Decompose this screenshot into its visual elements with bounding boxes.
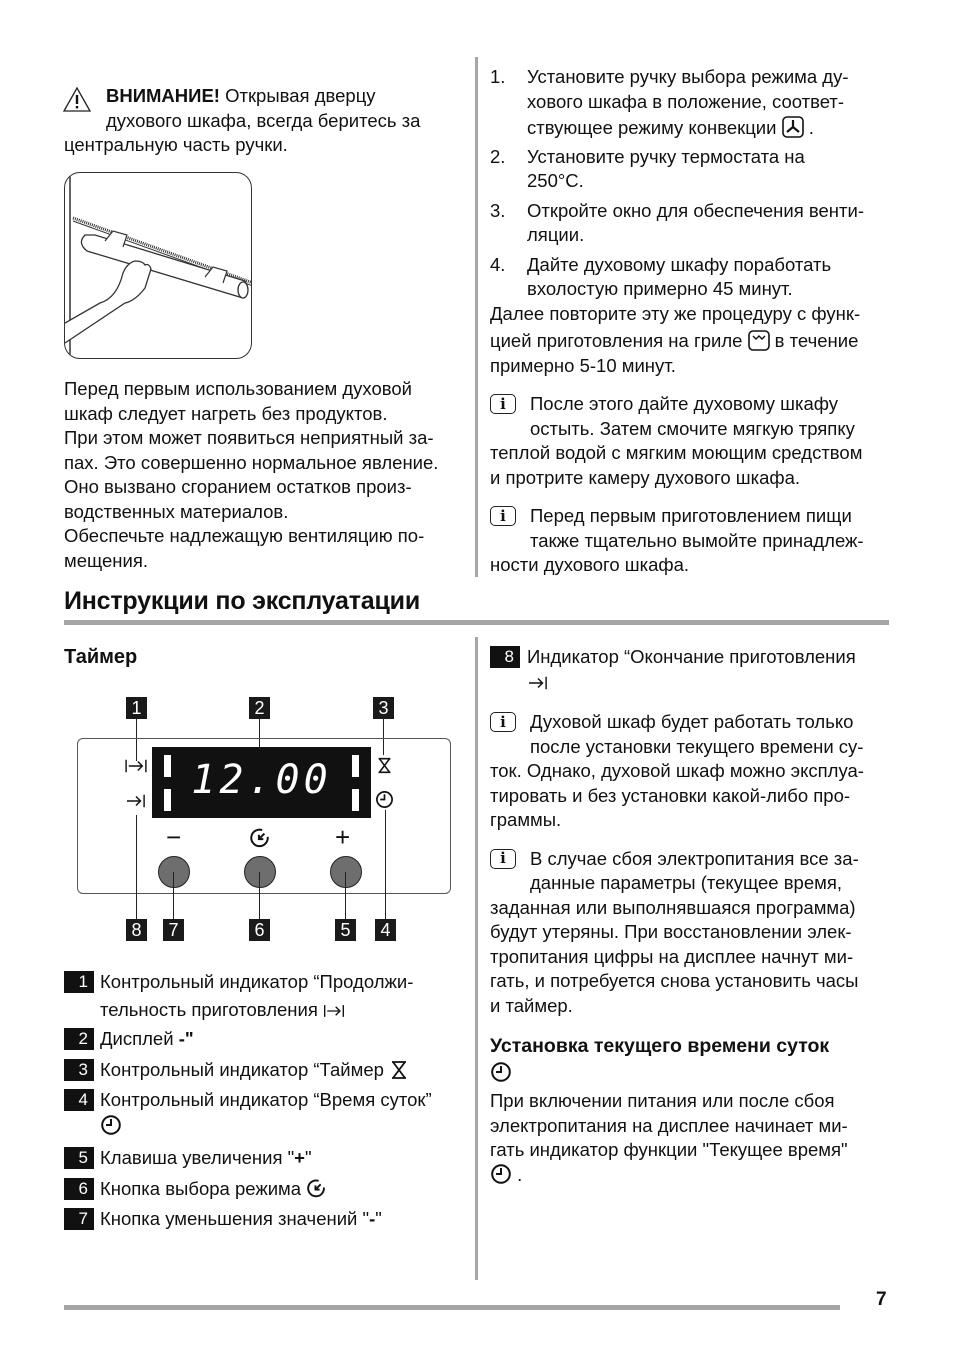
clock-setting-heading: Установка текущего времени суток bbox=[490, 1035, 830, 1057]
clock-icon bbox=[490, 1061, 512, 1083]
warning-block: ВНИМАНИЕ! Открывая дверцу духового шкафа, всегда беритесь за центральную часть ручки. bbox=[64, 85, 421, 155]
info-icon: i bbox=[490, 506, 516, 526]
legend-item-1: 1 Контрольный индикатор “Продолжи- тельность приготовления bbox=[64, 970, 474, 1022]
callout-6: 6 bbox=[249, 919, 270, 941]
callout-8: 8 bbox=[126, 919, 147, 941]
mode-icon bbox=[306, 1178, 327, 1199]
display-value: 12.00 bbox=[191, 757, 332, 803]
preheat-paragraph: Перед первым использованием духовой шкаф следует нагреть без продуктов. При этом может появиться неприятный за- пах. Это совершенно нормальное явление. Оно вызвано сгоранием остатков произ- водственных материалов. Обеспечьте надлежащую вентиляцию по- мещения. bbox=[64, 378, 439, 571]
minus-symbol: − bbox=[166, 822, 182, 852]
info-icon: i bbox=[490, 394, 516, 414]
step-item: 4. Дайте духовому шкафу поработать вхолостую примерно 45 минут. bbox=[490, 253, 832, 299]
section-rule bbox=[64, 620, 889, 625]
step-item: 3. Откройте окно для обеспечения венти- ляции. bbox=[490, 199, 864, 245]
repeat-paragraph: Далее повторите эту же процедуру с функ- цией приготовления на гриле в течение примерно 5-10 минут. bbox=[490, 302, 861, 376]
legend-item-2: 2 Дисплей -" bbox=[64, 1027, 474, 1052]
hourglass-icon bbox=[376, 757, 393, 774]
timer-heading: Таймер bbox=[64, 646, 138, 668]
duration-icon bbox=[124, 757, 148, 775]
legend-item-3: 3 Контрольный индикатор “Таймер bbox=[64, 1058, 474, 1083]
clock-icon bbox=[100, 1114, 122, 1136]
grill-icon bbox=[748, 330, 770, 351]
callout-2: 2 bbox=[249, 697, 270, 719]
legend-item-8: 8 Индикатор “Окончание приготовления bbox=[490, 645, 890, 698]
convection-fan-icon bbox=[782, 116, 804, 138]
callout-3: 3 bbox=[373, 697, 394, 719]
callout-7: 7 bbox=[163, 919, 184, 941]
step-item: 1. Установите ручку выбора режима ду- хового шкафа в положение, соответ- ствующее режиму конвекции . bbox=[490, 66, 849, 138]
clock-icon bbox=[490, 1163, 512, 1185]
right-bottom-column bbox=[490, 645, 890, 1187]
clock-icon bbox=[375, 790, 394, 809]
info-note: i После этого дайте духовому шкафу остыть. Затем смочите мягкую тряпку теплой водой с мягким моющим средством и протрите камеру духового шкафа. bbox=[490, 393, 863, 488]
info-icon: i bbox=[490, 712, 516, 732]
end-time-icon bbox=[125, 792, 147, 810]
legend-item-5: 5 Клавиша увеличения "+" bbox=[64, 1146, 474, 1171]
column-divider-top bbox=[475, 57, 478, 577]
callout-1: 1 bbox=[126, 697, 147, 719]
info-note: i Духовой шкаф будет работать только после установки текущего времени су- ток. Однако, духовой шкаф можно эксплуа- тировать и без установки какой-либо про- граммы. bbox=[490, 711, 864, 830]
panel-legend bbox=[64, 970, 474, 1232]
step-item: 2. Установите ручку термостата на 250°C. bbox=[490, 145, 805, 191]
info-icon: i bbox=[490, 849, 516, 869]
column-divider-bottom bbox=[475, 637, 478, 1280]
section-title: Инструкции по эксплуатации bbox=[64, 587, 421, 615]
callout-5: 5 bbox=[335, 919, 356, 941]
legend-item-6: 6 Кнопка выбора режима bbox=[64, 1177, 474, 1202]
page-number: 7 bbox=[876, 1289, 887, 1310]
info-note: i Перед первым приготовлением пищи также тщательно вымойте принадлеж- ности духового шкафа. bbox=[490, 505, 864, 575]
legend-item-7: 7 Кнопка уменьшения значений "-" bbox=[64, 1207, 474, 1232]
callout-4: 4 bbox=[375, 919, 396, 941]
warning-triangle-icon bbox=[62, 86, 92, 113]
legend-item-4: 4 Контрольный индикатор “Время суток” bbox=[64, 1088, 474, 1142]
hourglass-icon bbox=[389, 1060, 409, 1080]
plus-symbol: + bbox=[335, 822, 351, 852]
steps-list bbox=[490, 65, 890, 578]
timer-display bbox=[152, 747, 371, 818]
end-time-icon bbox=[527, 674, 549, 692]
clock-setting-section: Установка текущего времени суток При включении питания или после сбоя электропитания на дисплее начинает ми- гать индикатор функции "Текущее время" . bbox=[490, 1034, 890, 1187]
info-note: i В случае сбоя электропитания все за- данные параметры (текущее время, заданная или выполнявшаяся программа) будут утеряны. При восстановлении элек- тропитания цифры на дисплее начнут ми- гать, и потребуется снова установить часы и таймер. bbox=[490, 847, 859, 1016]
footer-rule bbox=[64, 1305, 840, 1310]
duration-icon bbox=[323, 1002, 345, 1020]
oven-door-illustration bbox=[64, 172, 252, 359]
warning-label: ВНИМАНИЕ! bbox=[106, 85, 220, 106]
mode-icon bbox=[249, 827, 271, 849]
